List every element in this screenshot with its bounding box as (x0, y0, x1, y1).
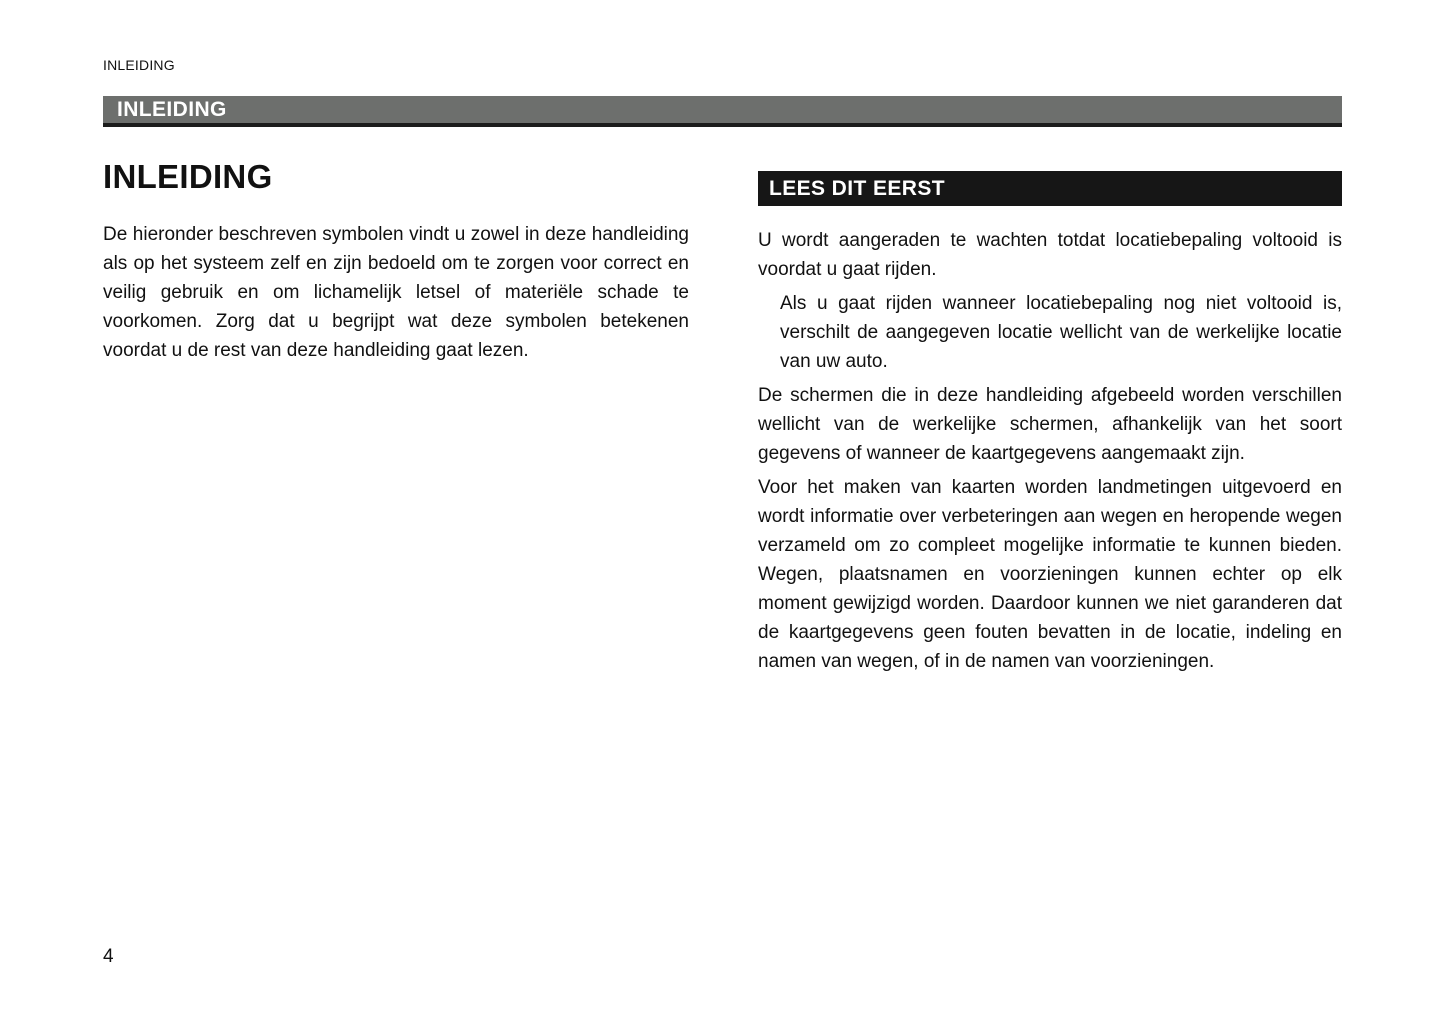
running-header: INLEIDING (103, 57, 175, 73)
page-title: INLEIDING (103, 158, 273, 195)
read-first-paragraph-4: Voor het maken van kaarten worden landmetingen uitgevoerd en wordt informatie over verbeteringen aan wegen en heropende wegen verzameld om zo compleet mogelijke informatie te kunnen bieden. Wegen, plaatsnamen en voorzieningen kunnen echter op elk moment gewijzigd worden. Daardoor kunnen we niet garanderen dat de kaartgegevens geen fouten bevatten in de locatie, indeling en namen van wegen, of in de namen van voorzieningen. (758, 477, 1342, 672)
left-column (103, 158, 689, 370)
intro-paragraph: De hieronder beschreven symbolen vindt u zowel in deze handleiding als op het systeem zelf en zijn bedoeld om te zorgen voor correct en veilig gebruik en om lichamelijk letsel of materiële schade te voorkomen. Zorg dat u begrijpt wat deze symbolen betekenen voordat u de rest van deze handleiding gaat lezen. (103, 224, 689, 361)
page-number: 4 (103, 946, 114, 967)
section-header (758, 171, 1342, 206)
read-first-paragraph-1: U wordt aangeraden te wachten totdat locatiebepaling voltooid is voordat u gaat rijden. (758, 230, 1342, 280)
right-column (758, 171, 1342, 681)
chapter-banner (103, 96, 1342, 127)
chapter-banner-title: INLEIDING (117, 97, 227, 121)
read-first-paragraph-2-indented: Als u gaat rijden wanneer locatiebepaling nog niet voltooid is, verschilt de aangegeven locatie wellicht van de werkelijke locatie van uw auto. (780, 293, 1342, 372)
read-first-paragraph-3: De schermen die in deze handleiding afgebeeld worden verschillen wellicht van de werkelijke schermen, afhankelijk van het soort gegevens of wanneer de kaartgegevens aangemaakt zijn. (758, 385, 1342, 464)
section-header-title: LEES DIT EERST (769, 176, 945, 200)
